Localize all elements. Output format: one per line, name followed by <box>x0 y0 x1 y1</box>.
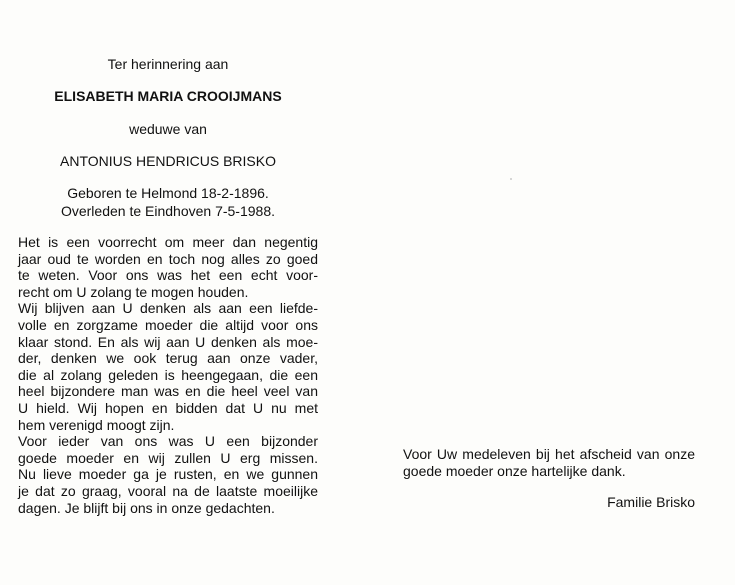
memorial-text-line: dagen. Je blijft bij ons in onze gedachten. <box>18 499 275 516</box>
memorial-text <box>18 234 318 516</box>
memorial-text-line: hem verenigd moogt zijn. <box>18 416 175 433</box>
family-signature: Familie Brisko <box>607 494 695 510</box>
relation-text: weduwe van <box>129 121 207 137</box>
death-info: Overleden te Eindhoven 7-5-1988. <box>60 203 276 219</box>
memorial-text-line: klaar stond. En als wij aan U denken als moe- <box>18 333 318 350</box>
birth-info: Geboren te Helmond 18-2-1896. <box>67 185 269 201</box>
memorial-text-line: Het is een voorrecht om meer dan negentig <box>18 234 318 250</box>
memorial-text-line: der, denken we ook terug aan onze vader, <box>18 350 318 367</box>
deceased-name: ELISABETH MARIA CROOIJMANS <box>54 88 282 104</box>
memorial-text-line: recht om U zolang te mogen houden. <box>18 283 249 300</box>
thanks-text <box>403 446 695 479</box>
memorial-left-panel <box>18 0 318 585</box>
intro-text: Ter herinnering aan <box>107 56 229 72</box>
memorial-text-line: Wij blijven aan U denken als aan een liefde- <box>18 300 318 317</box>
paper-speck <box>510 178 512 180</box>
memorial-text-line: jaar oud te worden en toch nog alles zo goed <box>18 250 318 267</box>
memorial-text-line: je dat zo graag, vooral na de laatste moeilijke <box>18 482 318 499</box>
spouse-name: ANTONIUS HENDRICUS BRISKO <box>60 153 276 169</box>
memorial-text-line: heel bijzondere man was en die heel veel van <box>18 383 318 400</box>
memorial-text-line: te weten. Voor ons was het een echt voor- <box>18 267 318 284</box>
memorial-text-line: die al zolang geleden is heengegaan, die een <box>18 366 318 383</box>
memorial-text-line: volle en zorgzame moeder die altijd voor ons <box>18 316 318 333</box>
thanks-text-line: Voor Uw medeleven bij het afscheid van onze <box>403 446 695 462</box>
memorial-text-line: Voor ieder van ons was U een bijzonder <box>18 433 318 450</box>
memorial-text-line: U hield. Wij hopen en bidden dat U nu met <box>18 399 318 416</box>
thanks-text-line: goede moeder onze hartelijke dank. <box>403 462 626 479</box>
memorial-text-line: goede moeder en wij zullen U erg missen. <box>18 449 318 466</box>
memorial-right-panel <box>403 0 703 585</box>
memorial-text-line: Nu lieve moeder ga je rusten, en we gunnen <box>18 466 318 483</box>
